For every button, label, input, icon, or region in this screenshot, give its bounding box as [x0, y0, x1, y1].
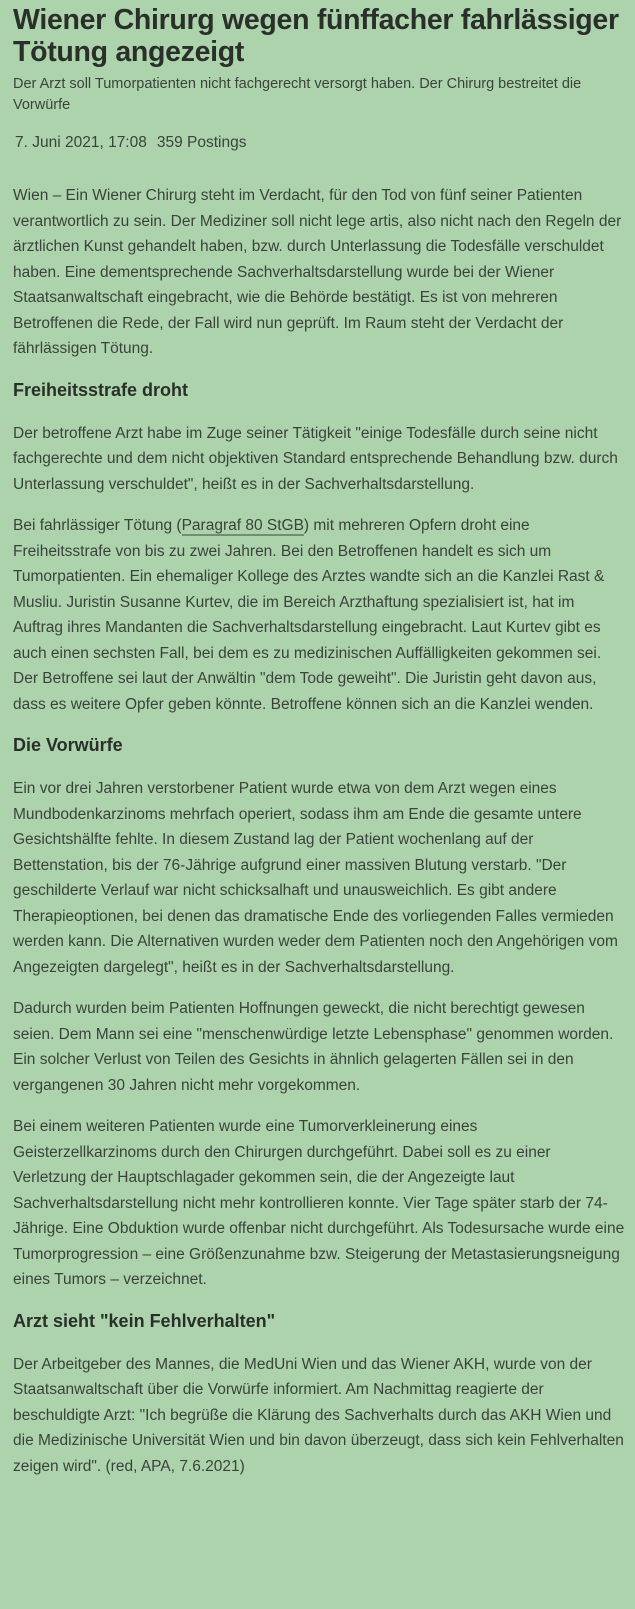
- paragraph-reaction: Der Arbeitgeber des Mannes, die MedUni Wien und das Wiener AKH, wurde von der Staatsanwaltschaft über die Vorwürfe informiert. Am Nachmittag reagierte der beschuldigte Arzt: "Ich begrüße die Klärung des Sachverhalts durch das AKH Wien und die Medizinische Universität Wien und bin davon überzeugt, dass sich kein Fehlverhalten zeigen wird". (red, APA, 7.6.2021): [13, 1355, 624, 1475]
- article-headline: Wiener Chirurg wegen fünffacher fahrlässiger Tötung angezeigt: [13, 4, 619, 68]
- paragraph-strafe: [13, 513, 625, 717]
- paragraph-quote-sachverhalt: Der betroffene Arzt habe im Zuge seiner Tätigkeit "einige Todesfälle durch seine nicht fachgerechte und dem nicht objektiven Standard entsprechende Behandlung bzw. durch Unterlassung verschuldet", heißt es in der Sachverhaltsdarstellung.: [13, 424, 618, 493]
- publish-date: 7. Juni 2021, 17:08: [15, 134, 147, 151]
- postings-count-link[interactable]: 359 Postings: [156, 134, 247, 151]
- article-meta: [15, 133, 625, 153]
- paragraph-strafe-rest: ) mit mehreren Opfern droht eine Freiheitsstrafe von bis zu zwei Jahren. Bei den Betroffenen handelt es sich um Tumorpatienten. Ein ehemaliger Kollege des Arztes wandte sich an die Kanzlei Rast & Musliu. Juristin Susanne Kurtev, die im Bereich Arzthaftung spezialisiert ist, hat im Auftrag ihres Mandanten die Sachverhaltsdarstellung eingebracht. Laut Kurtev gibt es auch einen sechsten Fall, bei dem es zu medizinischen Auffälligkeiten gekommen sei. Der Betroffene sei laut der Anwältin "dem Tode geweiht". Die Juristin geht davon aus, dass es weitere Opfer geben könnte. Betroffene können sich an die Kanzlei wenden.: [13, 517, 605, 713]
- paragraph-intro: Wien – Ein Wiener Chirurg steht im Verdacht, für den Tod von fünf seiner Patienten verantwortlich zu sein. Der Mediziner soll nicht lege artis, also nicht nach den Regeln der ärztlichen Kunst gehandelt haben, bzw. durch Unterlassung die Todesfälle verschuldet haben. Eine dementsprechende Sachverhaltsdarstellung wurde bei der Wiener Staatsanwaltschaft eingebracht, wie die Behörde bestätigt. Es ist von mehreren Betroffenen die Rede, der Fall wird nun geprüft. Im Raum steht der Verdacht der fährlässigen Tötung.: [13, 187, 622, 357]
- paragraph-second-patient: Bei einem weiteren Patienten wurde eine Tumorverkleinerung eines Geisterzellkarzinoms durch den Chirurgen durchgeführt. Dabei soll es zu einer Verletzung der Hauptschlagader gekommen sein, die der Angezeigte laut Sachverhaltsdarstellung nicht mehr kontrollieren konnte. Vier Tage später starb der 74-Jährige. Eine Obduktion wurde offenbar nicht durchgeführt. Als Todesursache wurde eine Tumorprogression – eine Größenzunahme bzw. Steigerung der Metastasierungsneigung eines Tumors – verzeichnet.: [13, 1118, 625, 1288]
- paragraph-first-patient: Ein vor drei Jahren verstorbener Patient wurde etwa von dem Arzt wegen eines Mundbodenkarzinoms mehrfach operiert, sodass ihm am Ende die gesamte untere Gesichtshälfte fehlte. In diesem Zustand lag der Patient wochenlang auf der Bettenstation, bis der 76-Jährige aufgrund einer massiven Blutung verstarb. "Der geschilderte Verlauf war nicht schicksalhaft und unausweichlich. Es gibt andere Therapieoptionen, bei denen das dramatische Ende des vorliegenden Falles vermieden werden kann. Die Alternativen wurden weder dem Patienten noch den Angehörigen vom Angezeigten dargelegt", heißt es in der Sachverhaltsdarstellung.: [13, 780, 618, 976]
- article-body: [13, 183, 625, 1479]
- paragraph-hoffnungen: Dadurch wurden beim Patienten Hoffnungen geweckt, die nicht berechtigt gewesen seien. Dem Mann sei eine "menschenwürdige letzte Lebensphase" genommen worden. Ein solcher Verlust von Teilen des Gesichts in ähnlich gelagerten Fällen sei in den vergangenen 30 Jahren nicht mehr vorgekommen.: [13, 1000, 614, 1094]
- subheading-freiheitsstrafe: Freiheitsstrafe droht: [13, 379, 189, 400]
- paragraph-strafe-start: Bei fahrlässiger Tötung (: [13, 517, 182, 534]
- stgb-paragraph-link[interactable]: Paragraf 80 StGB: [181, 517, 304, 534]
- subheading-kein-fehlverhalten: Arzt sieht "kein Fehlverhalten": [13, 1310, 276, 1331]
- subheading-vorwuerfe: Die Vorwürfe: [13, 735, 123, 755]
- article-subtitle: Der Arzt soll Tumorpatienten nicht fachgerecht versorgt haben. Der Chirurg bestreitet die Vorwürfe: [13, 76, 582, 113]
